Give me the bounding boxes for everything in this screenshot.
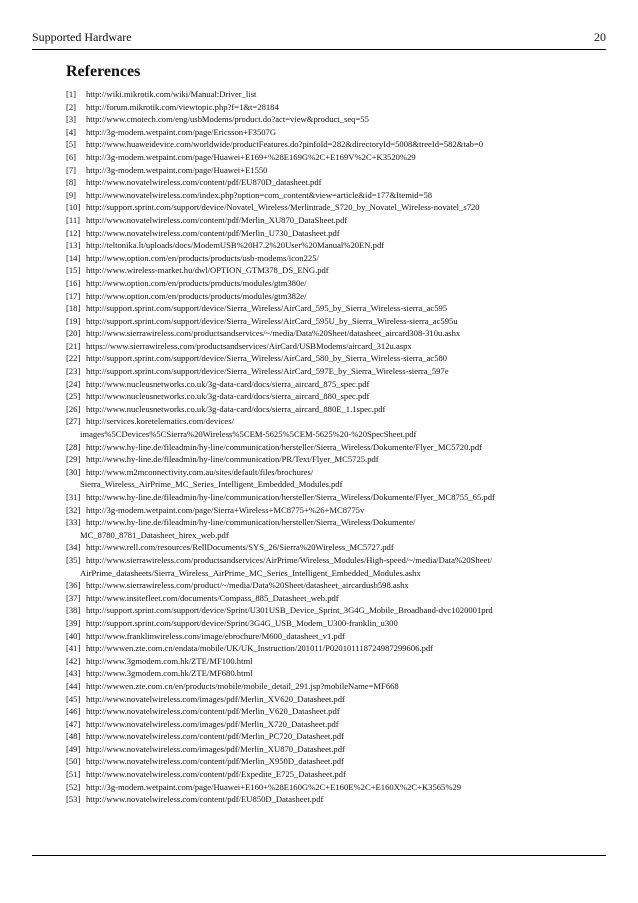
- reference-item: [66, 743, 586, 756]
- reference-item: [66, 592, 586, 605]
- reference-link[interactable]: http://www.novatelwireless.com/content/pdf/EU870D_datasheet.pdf: [86, 177, 322, 188]
- reference-item: [66, 352, 586, 365]
- reference-item: [66, 441, 586, 454]
- reference-number: [29]: [66, 454, 81, 465]
- reference-link[interactable]: http://www.hy-line.de/fileadmin/hy-line/communication/hersteller/Sierra_Wireless/Dokumente/Flyer_MC8755_65.pdf: [86, 492, 495, 502]
- reference-number: [48]: [66, 731, 81, 742]
- reference-number: [43]: [66, 668, 81, 679]
- reference-item: [66, 630, 586, 643]
- reference-link[interactable]: http://services.koretelematics.com/devices/: [86, 416, 234, 427]
- reference-number: [30]: [66, 466, 81, 477]
- reference-item: [66, 516, 586, 541]
- reference-item: [66, 504, 586, 517]
- reference-item: [66, 579, 586, 592]
- reference-item: [66, 340, 586, 353]
- reference-item: [66, 390, 586, 403]
- reference-number: [53]: [66, 794, 81, 805]
- reference-link[interactable]: http://www.cmotech.com/eng/usbModems/product.do?act=view&product_seq=55: [86, 114, 369, 125]
- reference-link[interactable]: http://www.novatelwireless.com/content/pdf/EU850D_Datasheet.pdf: [86, 794, 324, 805]
- reference-link[interactable]: images%5CDevices%5CSierra%20Wireless%5CEM-5625%5CEM-5625%20-%20SpecSheet.pdf: [80, 429, 417, 440]
- reference-item: [66, 164, 586, 177]
- reference-link[interactable]: http://www.sierrawireless.com/productsandservices/AirPrime/Wireless_Modules/High-speed/~/media/Data%20Sheet/: [86, 554, 493, 565]
- reference-number: [9]: [66, 189, 77, 200]
- reference-number: [36]: [66, 580, 81, 591]
- reference-link[interactable]: http://www.m2mconnectivity.com.au/sites/default/files/brochures/: [86, 466, 314, 477]
- reference-link[interactable]: http://www.novatelwireless.com/content/pdf/Merlin_U730_Datasheet.pdf: [86, 227, 340, 238]
- reference-link[interactable]: http://www.novatelwireless.com/content/pdf/Merlin_V620_Datasheet.pdf: [86, 706, 340, 717]
- reference-link[interactable]: http://support.sprint.com/support/device/Sierra_Wireless/AirCard_597E_by_Sierra_Wireless-sierra_597e: [86, 366, 449, 377]
- reference-number: [35]: [66, 554, 81, 565]
- reference-item: [66, 705, 586, 718]
- running-title: Supported Hardware: [32, 30, 132, 44]
- reference-number: [46]: [66, 706, 81, 717]
- reference-link[interactable]: http://www.rell.com/resources/RellDocuments/SYS_26/Sierra%20Wireless_MC5727.pdf: [86, 542, 394, 553]
- reference-item: [66, 113, 586, 126]
- reference-link[interactable]: http://wwwen.zte.com.cn/en/products/mobile/mobile_detail_291.jsp?mobileName=MF668: [86, 680, 399, 691]
- reference-number: [42]: [66, 655, 81, 666]
- reference-item: [66, 466, 586, 491]
- reference-number: [49]: [66, 743, 81, 754]
- reference-item: [66, 239, 586, 252]
- section-heading: References: [66, 63, 141, 80]
- reference-link[interactable]: http://support.sprint.com/support/device/Sierra_Wireless/AirCard_595_by_Sierra_Wireless-sierra_ac595: [86, 303, 448, 314]
- reference-link[interactable]: http://www.nucleusnetworks.co.uk/3g-data-card/docs/sierra_aircard_875_spec.pdf: [86, 378, 370, 389]
- reference-link[interactable]: https://www.sierrawireless.com/productsandservices/AirCard/USBModems/aircard_312u.aspx: [86, 340, 412, 351]
- reference-link[interactable]: http://www.wireless-market.hu/dwl/OPTION_GTM378_DS_ENG.pdf: [86, 265, 329, 276]
- reference-item: [66, 138, 586, 151]
- reference-link[interactable]: http://teltonika.lt/uploads/docs/ModemUSB%20H7.2%20User%20Manual%20EN.pdf: [86, 240, 385, 251]
- reference-link[interactable]: http://support.sprint.com/support/device/Sierra_Wireless/AirCard_595U_by_Sierra_Wireless-sierra_ac595u: [86, 315, 458, 326]
- header-divider: [32, 49, 606, 50]
- reference-link[interactable]: http://www.hy-line.de/fileadmin/hy-line/communication/hersteller/Sierra_Wireless/Dokumente/Flyer_MC5720.pdf: [86, 441, 482, 452]
- reference-list: [66, 88, 586, 806]
- reference-item: [66, 415, 586, 440]
- reference-link[interactable]: http://www.novatelwireless.com/content/pdf/Expedite_E725_Datasheet.pdf: [86, 769, 346, 780]
- reference-link[interactable]: http://www.nucleusnetworks.co.uk/3g-data-card/docs/sierra_aircard_880_spec.pdf: [86, 391, 370, 402]
- reference-number: [45]: [66, 693, 81, 704]
- reference-number: [50]: [66, 756, 81, 767]
- reference-link[interactable]: http://www.nucleusnetworks.co.uk/3g-data-card/docs/sierra_aircard_880E_1.1spec.pdf: [86, 403, 386, 414]
- reference-number: [41]: [66, 643, 81, 654]
- reference-link[interactable]: http://www.option.com/en/products/products/modules/gtm380e/: [86, 277, 307, 288]
- reference-item: [66, 541, 586, 554]
- reference-link[interactable]: http://3g-modem.wetpaint.com/page/Ericsson+F3507G: [86, 126, 277, 137]
- reference-number: [37]: [66, 592, 81, 603]
- reference-number: [1]: [66, 89, 77, 99]
- reference-link[interactable]: http://support.sprint.com/support/device/Sierra_Wireless/AirCard_580_by_Sierra_Wireless-sierra_ac580: [86, 353, 448, 364]
- reference-number: [34]: [66, 542, 81, 553]
- reference-number: [40]: [66, 630, 81, 641]
- reference-number: [5]: [66, 139, 77, 150]
- reference-number: [26]: [66, 403, 81, 414]
- reference-item: [66, 302, 586, 315]
- reference-item: [66, 378, 586, 391]
- footer-divider: [32, 855, 606, 856]
- reference-number: [25]: [66, 391, 81, 402]
- reference-link[interactable]: http://www.novatelwireless.com/images/pdf/Merlin_XV620_Datasheet.pdf: [86, 693, 345, 704]
- reference-item: [66, 264, 586, 277]
- reference-number: [21]: [66, 340, 81, 351]
- reference-link[interactable]: http://www.novatelwireless.com/images/pdf/Merlin_XU870_Datasheet.pdf: [86, 743, 345, 754]
- reference-item: [66, 718, 586, 731]
- reference-item: [66, 403, 586, 416]
- reference-link[interactable]: http://www.franklinwireless.com/image/ebrochure/M600_datasheet_v1.pdf: [86, 630, 345, 641]
- reference-number: [32]: [66, 504, 81, 515]
- reference-number: [19]: [66, 315, 81, 326]
- reference-item: [66, 214, 586, 227]
- reference-link[interactable]: http://support.sprint.com/support/device/Sprint/3G4G_USB_Modem_U300-franklin_u300: [86, 617, 398, 628]
- reference-item: [66, 227, 586, 240]
- reference-item: [66, 730, 586, 743]
- reference-number: [24]: [66, 378, 81, 389]
- reference-item: [66, 252, 586, 265]
- reference-number: [15]: [66, 265, 81, 276]
- reference-item: [66, 176, 586, 189]
- reference-number: [31]: [66, 492, 81, 502]
- reference-link[interactable]: Sierra_Wireless_AirPrime_MC_Series_Intelligent_Embedded_Modules.pdf: [80, 479, 343, 490]
- reference-link[interactable]: http://www.hy-line.de/fileadmin/hy-line/communication/PR/Text/Flyer_MC5725.pdf: [86, 454, 379, 465]
- reference-number: [20]: [66, 328, 81, 339]
- reference-number: [17]: [66, 290, 81, 301]
- reference-number: [27]: [66, 416, 81, 427]
- reference-number: [33]: [66, 517, 81, 528]
- reference-item: [66, 655, 586, 668]
- reference-number: [39]: [66, 617, 81, 628]
- reference-item: [66, 781, 586, 794]
- reference-link[interactable]: http://forum.mikrotik.com/viewtopic.php?f=1&t=28184: [86, 101, 279, 112]
- reference-item: [66, 88, 586, 101]
- reference-link[interactable]: AirPrime_datasheets/Sierra_Wireless_AirPrime_MC_Series_Intelligent_Embedded_Modules.ashx: [80, 567, 421, 578]
- reference-link[interactable]: http://support.sprint.com/support/device/Sprint/U301USB_Device_Sprint_3G4G_Mobile_Broadband-dvc1020001prd: [86, 605, 493, 616]
- reference-number: [13]: [66, 240, 81, 251]
- reference-item: [66, 642, 586, 655]
- reference-number: [6]: [66, 151, 77, 162]
- reference-item: [66, 290, 586, 303]
- reference-item: [66, 327, 586, 340]
- reference-link[interactable]: http://wiki.mikrotik.com/wiki/Manual:Driver_list: [86, 89, 257, 99]
- reference-number: [16]: [66, 277, 81, 288]
- page-number: 20: [594, 30, 606, 44]
- reference-item: [66, 365, 586, 378]
- reference-link[interactable]: http://www.huaweidevice.com/worldwide/productFeatures.do?pinfoId=282&directoryId=5008&treeId=582&tab=0: [86, 139, 484, 150]
- reference-number: [18]: [66, 303, 81, 314]
- reference-link[interactable]: http://www.option.com/en/products/products/modules/gtm382e/: [86, 290, 307, 301]
- reference-link[interactable]: http://3g-modem.wetpaint.com/page/Huawei+E160+%28E160G%2C+E160E%2C+E160X%2C+K3565%29: [86, 781, 462, 792]
- reference-link[interactable]: http://www.novatelwireless.com/content/pdf/Merlin_XU870_DataSheet.pdf: [86, 214, 348, 225]
- reference-number: [11]: [66, 214, 80, 225]
- reference-number: [2]: [66, 101, 77, 112]
- reference-item: [66, 617, 586, 630]
- reference-item: [66, 151, 586, 164]
- reference-number: [10]: [66, 202, 81, 213]
- reference-number: [14]: [66, 252, 81, 263]
- reference-link[interactable]: http://support.sprint.com/support/device/Novatel_Wireless/Merlintrade_S720_by_Novatel_Wireless-novatel_s720: [86, 202, 480, 213]
- reference-item: [66, 680, 586, 693]
- reference-link[interactable]: http://3g-modem.wetpaint.com/page/Huawei+E169+%28E169G%2C+E169V%2C+K3520%29: [86, 151, 416, 162]
- page-header: [32, 30, 606, 50]
- reference-item: [66, 491, 586, 504]
- reference-link[interactable]: http://3g-modem.wetpaint.com/page/Huawei+E1550: [86, 164, 268, 175]
- reference-link[interactable]: http://www.hy-line.de/fileadmin/hy-line/communication/hersteller/Sierra_Wireless/Dokumente/: [86, 517, 416, 528]
- reference-number: [28]: [66, 441, 81, 452]
- reference-item: [66, 793, 586, 806]
- reference-number: [38]: [66, 605, 81, 616]
- reference-number: [3]: [66, 114, 77, 125]
- reference-item: [66, 768, 586, 781]
- reference-link[interactable]: http://www.option.com/en/products/products/usb-modems/icon225/: [86, 252, 319, 263]
- reference-link[interactable]: http://www.sierrawireless.com/product/~/media/Data%20Sheet/datasheet_aircardusb598.ashx: [86, 580, 409, 591]
- reference-number: [47]: [66, 718, 81, 729]
- reference-item: [66, 667, 586, 680]
- reference-item: [66, 693, 586, 706]
- reference-item: [66, 315, 586, 328]
- reference-link[interactable]: http://www.novatelwireless.com/index.php?option=com_content&view=article&id=177&Itemid=58: [86, 189, 433, 200]
- reference-number: [12]: [66, 227, 81, 238]
- reference-number: [8]: [66, 177, 77, 188]
- reference-item: [66, 101, 586, 114]
- reference-number: [51]: [66, 769, 81, 780]
- reference-number: [23]: [66, 366, 81, 377]
- reference-link[interactable]: http://www.insitefleet.com/documents/Compass_885_Datasheet_web.pdf: [86, 592, 339, 603]
- reference-number: [44]: [66, 680, 81, 691]
- reference-link[interactable]: MC_8780_8781_Datasheet_hirex_web.pdf: [80, 529, 229, 540]
- reference-link[interactable]: http://www.novatelwireless.com/images/pdf/Merlin_X720_Datasheet.pdf: [86, 718, 339, 729]
- reference-item: [66, 201, 586, 214]
- reference-link[interactable]: http://www.novatelwireless.com/content/pdf/Merlin_X950D_datasheet.pdf: [86, 756, 344, 767]
- reference-number: [52]: [66, 781, 81, 792]
- reference-link[interactable]: http://www.3gmodem.com.hk/ZTE/MF100.html: [86, 655, 253, 666]
- reference-item: [66, 453, 586, 466]
- reference-item: [66, 554, 586, 579]
- reference-item: [66, 277, 586, 290]
- reference-link[interactable]: http://wwwen.zte.com.cn/endata/mobile/UK/UK_Instruction/201011/P020101118724987299606.pdf: [86, 643, 434, 654]
- reference-link[interactable]: http://3g-modem.wetpaint.com/page/Sierra+Wireless+MC8775+%26+MC8775v: [86, 504, 365, 515]
- reference-link[interactable]: http://www.sierrawireless.com/productsandservices/~/media/Data%20Sheet/datasheet_aircard308-310u.ashx: [86, 328, 461, 339]
- reference-item: [66, 755, 586, 768]
- reference-number: [7]: [66, 164, 77, 175]
- reference-item: [66, 604, 586, 617]
- reference-number: [22]: [66, 353, 81, 364]
- reference-item: [66, 189, 586, 202]
- reference-item: [66, 126, 586, 139]
- reference-link[interactable]: http://www.3gmodem.com.hk/ZTE/MF680.html: [86, 668, 253, 679]
- reference-number: [4]: [66, 126, 77, 137]
- reference-link[interactable]: http://www.novatelwireless.com/content/pdf/Merlin_PC720_Datasheet.pdf: [86, 731, 344, 742]
